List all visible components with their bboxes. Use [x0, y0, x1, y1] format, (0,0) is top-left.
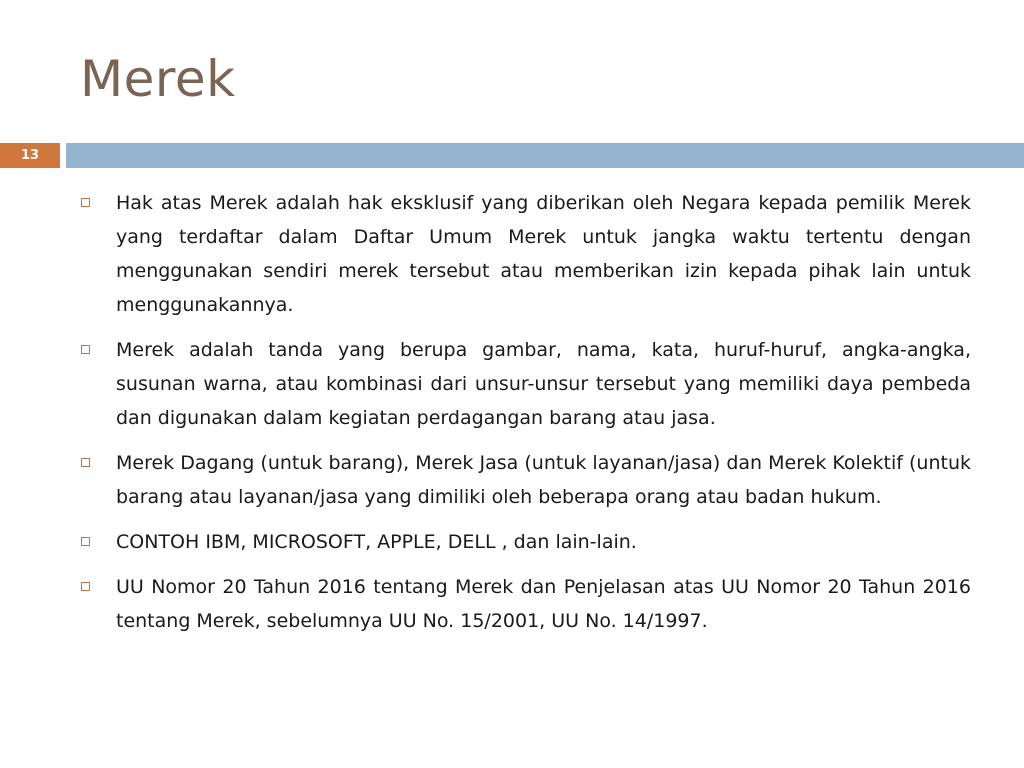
- slide-title: Merek: [80, 50, 236, 108]
- bullet-item: [78, 446, 971, 514]
- square-bullet-icon: [81, 198, 90, 207]
- bullet-text: Hak atas Merek adalah hak eksklusif yang diberikan oleh Negara kepada pemilik Merek yang terdaftar dalam Daftar Umum Merek untuk jangka waktu tertentu dengan menggunakan sendiri merek tersebut atau memberikan izin kepada pihak lain untuk menggunakannya.: [116, 192, 971, 316]
- square-bullet-icon: [81, 345, 90, 354]
- bullet-item: [78, 570, 971, 638]
- square-bullet-icon: [81, 537, 90, 546]
- bullet-text: CONTOH IBM, MICROSOFT, APPLE, DELL , dan lain-lain.: [116, 531, 637, 553]
- bullet-list: [78, 186, 971, 649]
- square-bullet-icon: [81, 458, 90, 467]
- page-number-badge: 13: [0, 143, 60, 168]
- bullet-text: Merek adalah tanda yang berupa gambar, nama, kata, huruf-huruf, angka-angka, susunan warna, atau kombinasi dari unsur-unsur tersebut yang memiliki daya pembeda dan digunakan dalam kegiatan perdagangan barang atau jasa.: [116, 339, 971, 429]
- square-bullet-icon: [81, 582, 90, 591]
- bullet-item: [78, 186, 971, 322]
- title-divider-bar: [66, 143, 1024, 168]
- bullet-text: UU Nomor 20 Tahun 2016 tentang Merek dan Penjelasan atas UU Nomor 20 Tahun 2016 tentang Merek, sebelumnya UU No. 15/2001, UU No. 14/1997.: [116, 576, 971, 632]
- bullet-text: Merek Dagang (untuk barang), Merek Jasa (untuk layanan/jasa) dan Merek Kolektif (untuk barang atau layanan/jasa yang dimiliki oleh beberapa orang atau badan hukum.: [116, 452, 971, 508]
- bullet-item: [78, 333, 971, 435]
- bullet-item: [78, 525, 971, 559]
